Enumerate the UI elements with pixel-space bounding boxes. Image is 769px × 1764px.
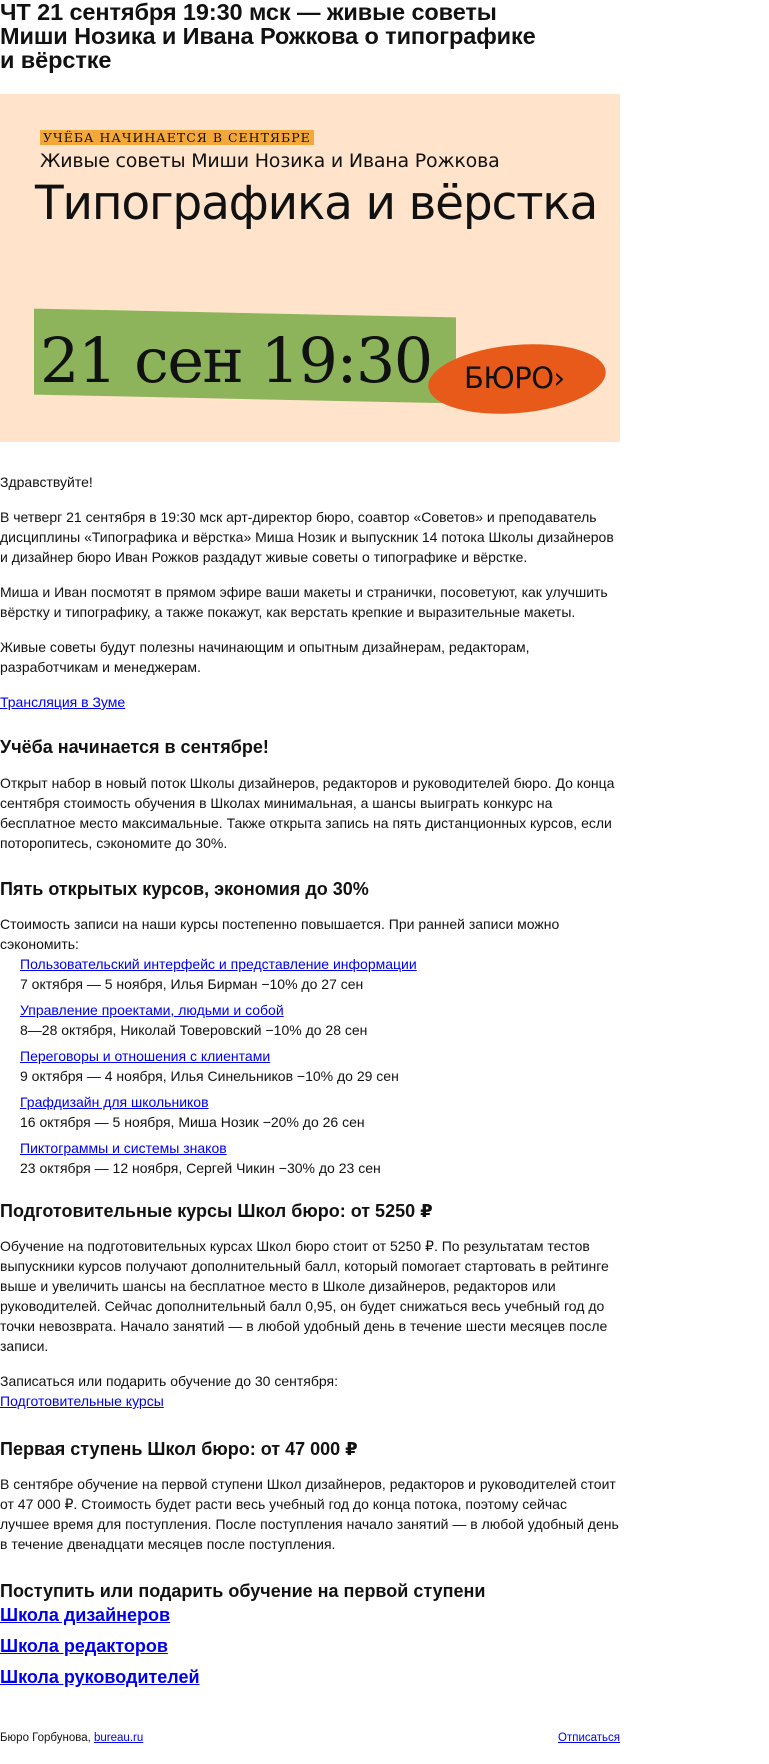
greeting: Здравствуйте! xyxy=(0,474,93,490)
section-paragraph: Стоимость записи на наши курсы постепенно повышается. При ранней записи можно сэкономить: xyxy=(0,916,560,952)
footer-org xyxy=(0,1730,143,1746)
section-paragraph: Открыт набор в новый поток Школы дизайнеров, редакторов и руководителей бюро. До конца сентября стоимость обучения в Школах минимальная, а шансы выиграть конкурс на бесплатное место максимальные. Также открыта запись на пять дистанционных курсов, если поторопитесь, сэкономите до 30%. xyxy=(0,775,615,851)
email-title-line: ЧТ 21 сентября 19:30 мск — живые советы xyxy=(0,0,497,25)
course-link[interactable]: Управление проектами, людьми и собой xyxy=(20,1002,284,1018)
course-details: 23 октября — 12 ноября, Сергей Чикин −30% до 23 сен xyxy=(20,1160,381,1176)
list-item xyxy=(20,1000,620,1040)
intro-paragraph: В четверг 21 сентября в 19:30 мск арт-директор бюро, соавтор «Советов» и преподаватель дисциплины «Типографика и вёрстка» Миша Нозик и выпускник 14 потока Школы дизайнеров и дизайнер бюро Иван Рожков раздадут живые советы о типографике и вёрстке. xyxy=(0,509,614,565)
course-details: 16 октября — 5 ноября, Миша Нозик −20% до 26 сен xyxy=(20,1114,365,1130)
course-link[interactable]: Графдизайн для школьников xyxy=(20,1094,209,1110)
list-item xyxy=(20,1092,620,1132)
course-details: 8—28 октября, Николай Товеровский −10% до 28 сен xyxy=(20,1022,368,1038)
cta-paragraph xyxy=(0,1371,620,1411)
zoom-link-paragraph xyxy=(0,692,620,712)
prep-courses-link[interactable]: Подготовительные курсы xyxy=(0,1393,164,1409)
email-title-line: Миши Нозика и Ивана Рожкова о типографике xyxy=(0,23,536,49)
course-details: 9 октября — 4 ноября, Илья Синельников −10% до 29 сен xyxy=(20,1068,399,1084)
event-banner[interactable] xyxy=(0,94,620,442)
course-link[interactable]: Переговоры и отношения с клиентами xyxy=(20,1048,271,1064)
list-item xyxy=(20,1138,620,1178)
section-heading: Поступить или подарить обучение на первой ступени xyxy=(0,1581,486,1601)
banner-tag: УЧЁБА НАЧИНАЕТСЯ В СЕНТЯБРЕ xyxy=(40,130,314,145)
section-heading: Первая ступень Школ бюро: от 47 000 ₽ xyxy=(0,1439,358,1459)
bureau-site-link[interactable]: bureau.ru xyxy=(94,1732,144,1744)
school-editors-link[interactable]: Школа редакторов xyxy=(0,1636,168,1656)
email-title xyxy=(0,0,620,72)
section-heading: Подготовительные курсы Школ бюро: от 5250 ₽ xyxy=(0,1201,433,1221)
section-heading: Учёба начинается в сентябре! xyxy=(0,737,269,757)
zoom-broadcast-link[interactable]: Трансляция в Зуме xyxy=(0,694,126,710)
cta-text: Записаться или подарить обучение до 30 сентября: xyxy=(0,1373,338,1389)
section-heading: Пять открытых курсов, экономия до 30% xyxy=(0,879,369,899)
intro-paragraph: Миша и Иван посмотят в прямом эфире ваши макеты и странички, посоветуют, как улучшить вёрстку и типографику, а также покажут, как верстать крепкие и выразительные макеты. xyxy=(0,584,608,620)
footer-unsubscribe xyxy=(558,1730,620,1746)
school-designers-link[interactable]: Школа дизайнеров xyxy=(0,1605,171,1625)
banner-headline: Типографика и вёрстка xyxy=(35,176,598,231)
list-item xyxy=(20,954,620,994)
email-title-line: и вёрстке xyxy=(0,47,112,73)
intro-paragraph: Живые советы будут полезны начинающим и опытным дизайнерам, редакторам, разработчикам и менеджерам. xyxy=(0,639,530,675)
footer-org-name: Бюро Горбунова, xyxy=(0,1732,95,1744)
course-link[interactable]: Пиктограммы и системы знаков xyxy=(20,1140,227,1156)
unsubscribe-link[interactable]: Отписаться xyxy=(558,1732,620,1744)
course-link[interactable]: Пользовательский интерфейс и представление информации xyxy=(20,956,417,972)
section-paragraph: Обучение на подготовительных курсах Школ бюро стоит от 5250 ₽. По результатам тестов выпускники курсов получают дополнительный балл, который помогает стартовать в рейтинге выше и увеличить шансы на бесплатное место в Школе дизайнеров, редакторов или руководителей. Сейчас дополнительный балл 0,95, он будет снижаться весь учебный год до точки невозврата. Начало занятий — в любой удобный день в течение шести месяцев после записи. xyxy=(0,1238,609,1354)
banner-subtitle: Живые советы Миши Нозика и Ивана Рожкова xyxy=(40,150,500,172)
school-managers-link[interactable]: Школа руководителей xyxy=(0,1667,200,1687)
bureau-logo: БЮРО› xyxy=(464,361,565,395)
banner-date: 21 сен 19:30 xyxy=(40,324,432,397)
course-details: 7 октября — 5 ноября, Илья Бирман −10% до 27 сен xyxy=(20,976,364,992)
list-item xyxy=(20,1046,620,1086)
section-paragraph: В сентябре обучение на первой ступени Школ дизайнеров, редакторов и руководителей стоит от 47 000 ₽. Стоимость будет расти весь учебный год до конца потока, поэтому сейчас лучшее время для поступления. После поступления начало занятий — в любой удобный день в течение двенадцати месяцев после поступления. xyxy=(0,1476,619,1552)
